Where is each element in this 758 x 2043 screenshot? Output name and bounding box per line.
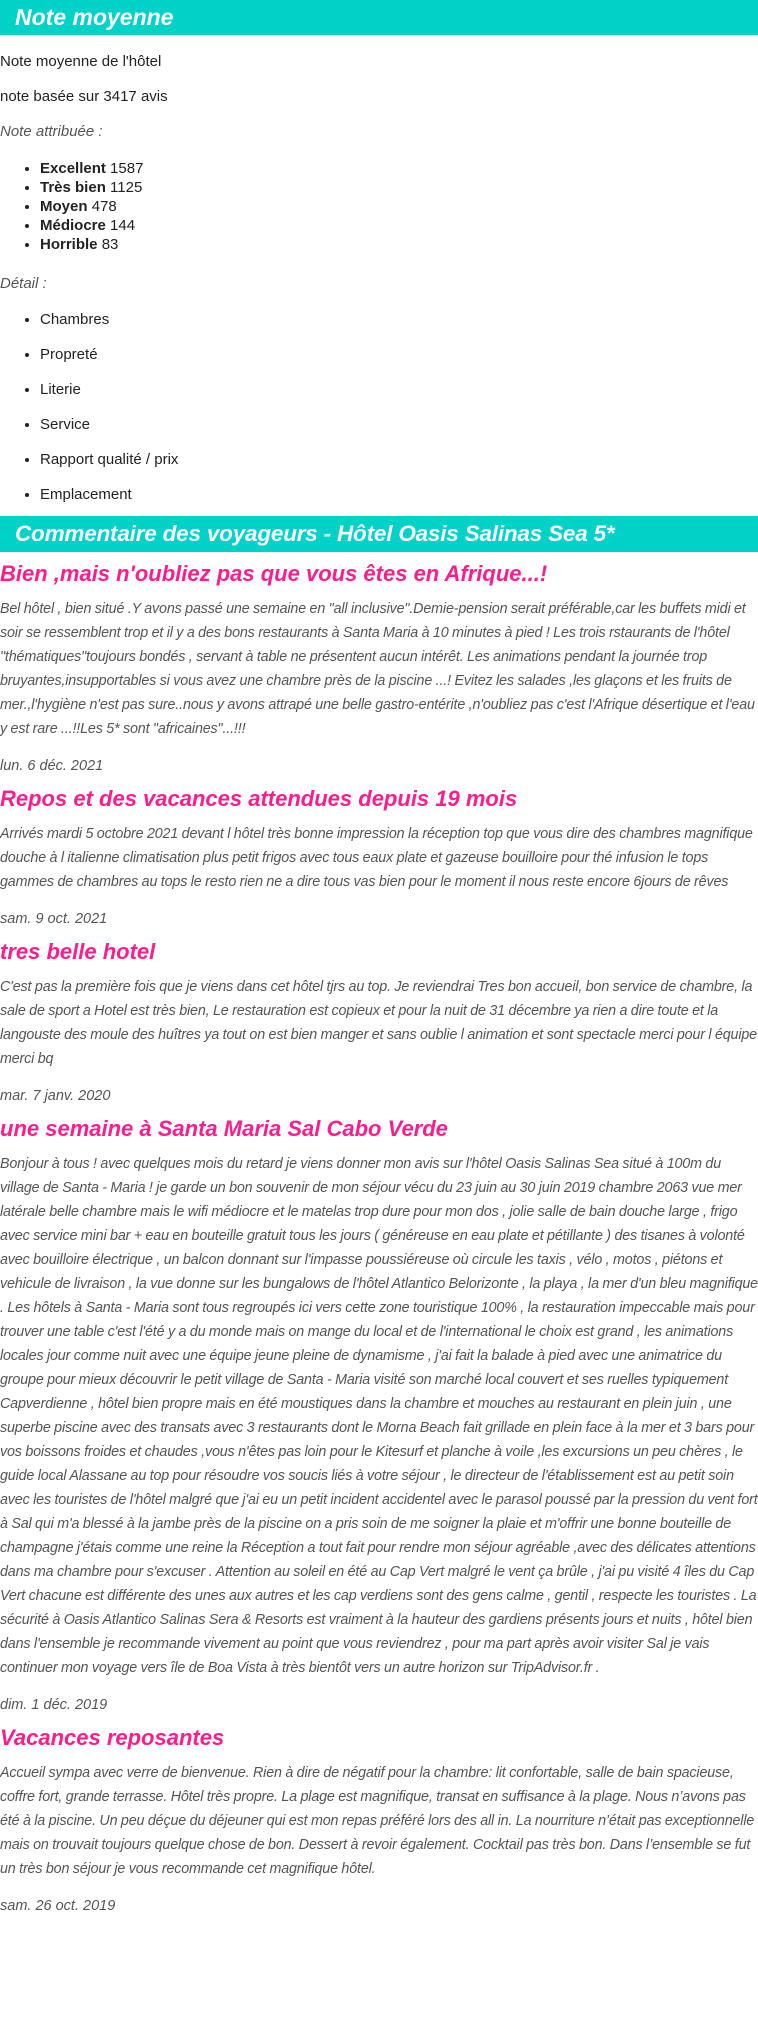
detail-item-literie: • Literie xyxy=(40,381,758,399)
average-label: Note moyenne de l'hôtel xyxy=(0,53,162,70)
rating-count: 478 xyxy=(91,198,117,215)
details-label: Détail : xyxy=(0,275,47,292)
review-count: note basée sur 3417 avis xyxy=(0,88,168,105)
review-body: Accueil sympa avec verre de bienvenue. Rien à dire de négatif pour la chambre: lit confortable, salle de bain spacieuse, coffre fort, grande terrasse. Hôtel très propre. La plage est magnifique, transat en suffisance à la plage. Nous n’avons pas été à la piscine. Un peu déçue du déjeuner qui est mon repas préféré lors des all in. La nourriture n’était pas exceptionnelle mais on trouvait toujours quelque chose de bon. Dessert à revoir également. Cocktail pas très bon. Dans l’ensemble se fut un très bon séjour je vous recommande cet magnifique hôtel. xyxy=(0,1765,755,1877)
detail-item-emplacement: • Emplacement xyxy=(40,486,758,504)
review-body: Arrivés mardi 5 octobre 2021 devant l hôtel très bonne impression la réception top que vous dire des chambres magnifique douche à l italienne climatisation plus petit frigos avec tous eaux plate et gazeuse bouilloire pour thé infusion le tops gammes de chambres au tops le resto rien ne a dire tous vas bien pour le moment il nous reste encore 6jours de rêves xyxy=(0,826,753,890)
review-date: sam. 9 oct. 2021 xyxy=(0,911,108,927)
review-body: C'est pas la première fois que je viens dans cet hôtel tjrs au top. Je reviendrai Tres bon accueil, bon service de chambre, la sale de sport a Hotel est très bien, Le restauration est copieux et pour la nuit de 31 décembre ya rien a dire toute et la langouste des moule des huîtres ya tout on est bien manger et sans oublie l animation et sont spectacle merci pour l équipe merci bq xyxy=(0,979,757,1067)
ratings-label: Note attribuée : xyxy=(0,123,103,140)
review-title: Repos et des vacances attendues depuis 19 mois xyxy=(0,786,518,811)
rating-count: 144 xyxy=(110,217,136,234)
rating-item-mediocre xyxy=(40,216,758,235)
section-heading-average: Note moyenne xyxy=(0,0,758,35)
rating-item-excellent xyxy=(40,159,758,178)
review-title: Bien ,mais n'oubliez pas que vous êtes en Afrique...! xyxy=(0,561,548,586)
review-item xyxy=(0,786,758,930)
review-body: Bel hôtel , bien situé .Y avons passé une semaine en "all inclusive".Demie-pension serait préférable,car les buffets midi et soir se ressemblent trop et il y a des bons restaurants à Santa Maria à 10 minutes à pied ! Les trois rstaurants de l'hôtel "thématiques"toujours bondés , servant à table ne présentent aucun intérêt. Les animations pendant la journée trop bruyantes,insupportables si vous avez une chambre près de la piscine ...! Evitez les salades ,les glaçons et les fruits de mer.,l'hygiène n'est pas sure..nous y avons attrapé une belle gastro-entérite ,n'oubliez pas c'est l'Afrique désertique et l'eau y est rare ...!!Les 5* sont "africaines"...!!! xyxy=(0,601,755,737)
ratings-list xyxy=(0,159,758,254)
review-title: tres belle hotel xyxy=(0,939,156,964)
review-date: sam. 26 oct. 2019 xyxy=(0,1898,116,1914)
rating-count: 1125 xyxy=(110,179,143,196)
review-item xyxy=(0,1116,758,1716)
review-date: lun. 6 déc. 2021 xyxy=(0,758,104,774)
detail-item-service: • Service xyxy=(40,416,758,434)
rating-item-horrible xyxy=(40,235,758,254)
section-heading-reviews: Commentaire des voyageurs - Hôtel Oasis Salinas Sea 5* xyxy=(0,516,758,552)
detail-item-rapport-qualite-prix: • Rapport qualité / prix xyxy=(40,451,758,469)
rating-label: Excellent xyxy=(40,160,106,177)
detail-item-chambres: • Chambres xyxy=(40,311,758,329)
detail-item-proprete: • Propreté xyxy=(40,346,758,364)
review-title: Vacances reposantes xyxy=(0,1725,225,1750)
rating-label: Médiocre xyxy=(40,217,106,234)
rating-label: Moyen xyxy=(40,198,88,215)
review-body: Bonjour à tous ! avec quelques mois du retard je viens donner mon avis sur l'hôtel Oasis Salinas Sea situé à 100m du village de Santa - Maria ! je garde un bon souvenir de mon séjour vécu du 23 juin au 30 juin 2019 chambre 2063 vue mer latérale belle chambre mais le wifi médiocre et le matelas trop dure pour mon dos , jolie salle de bain douche large , frigo avec service mini bar + eau en bouteille gratuit tous les jours ( généreuse en eau plate et pétillante ) des tisanes à volonté avec bouilloire électrique , un balcon donnant sur l'impasse poussiéreuse où circule les taxis , vélo , motos , piétons et vehicule de livraison , la vue donne sur les bungalows de l'hôtel Atlantico Belorizonte , la playa , la mer d'un bleu magnifique . Les hôtels à Santa - Maria sont tous regroupés ici vers cette zone touristique 100% , la restauration impeccable mais pour trouver une table c'est l'été y a du monde mais on mange du local et de l'international le choix est grand , les animations locales jour comme nuit avec une équipe jeune pleine de dynamisme , j'ai fait la balade à pied avec une animatrice du groupe pour mieux découvrir le petit village de Santa - Maria visité son marché local couvert et ses ruelles typiquement Capverdienne , hôtel bien propre mais en été moustiques dans la chambre et mouches au restaurant en plein juin , une superbe piscine avec des transats avec 3 restaurants dont le Morna Beach fait grillade en plein face à la mer et 3 bars pour vos boissons froides et chaudes ,vous n'êtes pas loin pour le Kitesurf et planche à voile ,les excursions un peu chères , le guide local Alassane au top pour résoudre vos soucis liés à votre séjour , le directeur de l'établissement est au petit soin avec les touristes de l'hôtel malgré que j'ai eu un petit incident accidentel avec le parasol poussé par la pression du vent fort à Sal qui m'a blessé à la jambe près de la piscine on a pris soin de me soigner la plaie et m'offrir une bonne bouteille de champagne j'étais comme une reine la Réception a tout fait pour rendre mon séjour agréable ,avec des délicates attentions dans ma chambre pour s'excuser . Attention au soleil en été au Cap Vert malgré le vent ça brûle , j'ai pu visité 4 îles du Cap Vert chacune est différente des unes aux autres et les cap verdiens sont des gens calme , gentil , respecte les touristes . La sécurité à Oasis Atlantico Salinas Sera & Resorts est vraiment à la hauteur des gardiens présents jours et nuits , hôtel bien dans l'ensemble je recommande vivement au point que vous reviendrez , pour ma part après avoir visiter Sal je vais continuer mon voyage vers île de Boa Vista à très bientôt vers un autre horizon sur TripAdvisor.fr . xyxy=(0,1156,758,1676)
review-item xyxy=(0,1725,758,1917)
details-list xyxy=(0,311,758,504)
rating-count: 1587 xyxy=(110,160,144,177)
review-item xyxy=(0,939,758,1107)
review-item xyxy=(0,561,758,777)
rating-count: 83 xyxy=(101,236,119,253)
review-date: dim. 1 déc. 2019 xyxy=(0,1697,108,1713)
review-title: une semaine à Santa Maria Sal Cabo Verde xyxy=(0,1116,448,1141)
rating-label: Horrible xyxy=(40,236,98,253)
rating-item-tres-bien xyxy=(40,178,758,197)
rating-item-moyen xyxy=(40,197,758,216)
rating-label: Très bien xyxy=(40,179,106,196)
review-date: mar. 7 janv. 2020 xyxy=(0,1088,111,1104)
